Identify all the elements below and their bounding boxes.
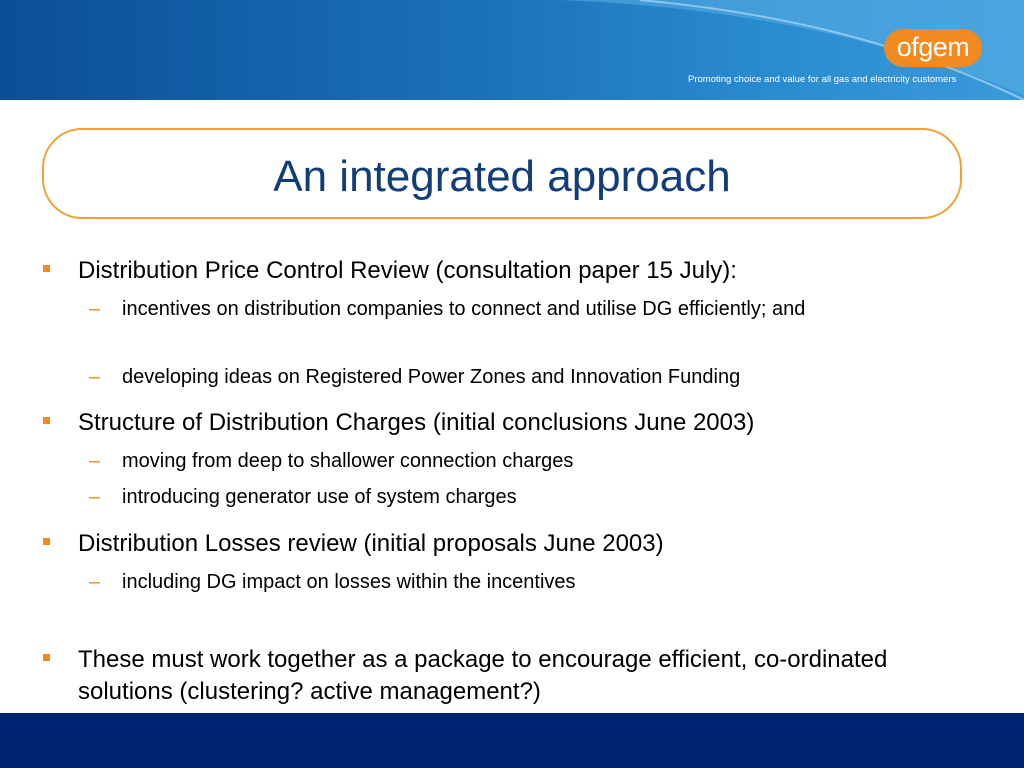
square-bullet-icon bbox=[43, 654, 50, 661]
sub-bullet-text: incentives on distribution companies to connect and utilise DG efficiently; and bbox=[122, 298, 806, 320]
bullet-item bbox=[78, 255, 978, 287]
sub-bullet-item bbox=[89, 446, 962, 476]
dash-bullet-icon: – bbox=[89, 450, 101, 472]
sub-bullet-text: moving from deep to shallower connection charges bbox=[122, 450, 574, 472]
bullet-item bbox=[78, 644, 978, 708]
dash-bullet-icon: – bbox=[89, 298, 101, 320]
square-bullet-icon bbox=[43, 417, 50, 424]
sub-bullet-item bbox=[89, 567, 962, 597]
header-swoosh-graphic bbox=[0, 0, 1024, 100]
dash-bullet-icon: – bbox=[89, 571, 101, 593]
footer-bar bbox=[0, 713, 1024, 768]
title-frame bbox=[42, 128, 962, 219]
sub-bullet-text: including DG impact on losses within the incentives bbox=[122, 571, 576, 593]
bullet-text: Distribution Price Control Review (consultation paper 15 July): bbox=[78, 257, 737, 284]
header-banner bbox=[0, 0, 1024, 100]
bullet-text: These must work together as a package to encourage efficient, co-ordinated solutions (clustering? active management?) bbox=[78, 646, 888, 705]
sub-bullet-text: introducing generator use of system charges bbox=[122, 486, 517, 508]
bullet-item bbox=[78, 407, 978, 439]
sub-bullet-item bbox=[89, 294, 962, 324]
dash-bullet-icon: – bbox=[89, 366, 101, 388]
sub-bullet-text: developing ideas on Registered Power Zones and Innovation Funding bbox=[122, 366, 741, 388]
ofgem-logo: ofgem bbox=[884, 29, 982, 67]
sub-bullet-item bbox=[89, 482, 962, 512]
square-bullet-icon bbox=[43, 265, 50, 272]
header-tagline: Promoting choice and value for all gas and electricity customers bbox=[688, 74, 957, 85]
sub-bullet-item bbox=[89, 362, 962, 392]
bullet-item bbox=[78, 528, 978, 560]
dash-bullet-icon: – bbox=[89, 486, 101, 508]
square-bullet-icon bbox=[43, 538, 50, 545]
bullet-text: Distribution Losses review (initial proposals June 2003) bbox=[78, 530, 664, 557]
bullet-text: Structure of Distribution Charges (initial conclusions June 2003) bbox=[78, 409, 755, 436]
slide-title: An integrated approach bbox=[273, 152, 731, 201]
